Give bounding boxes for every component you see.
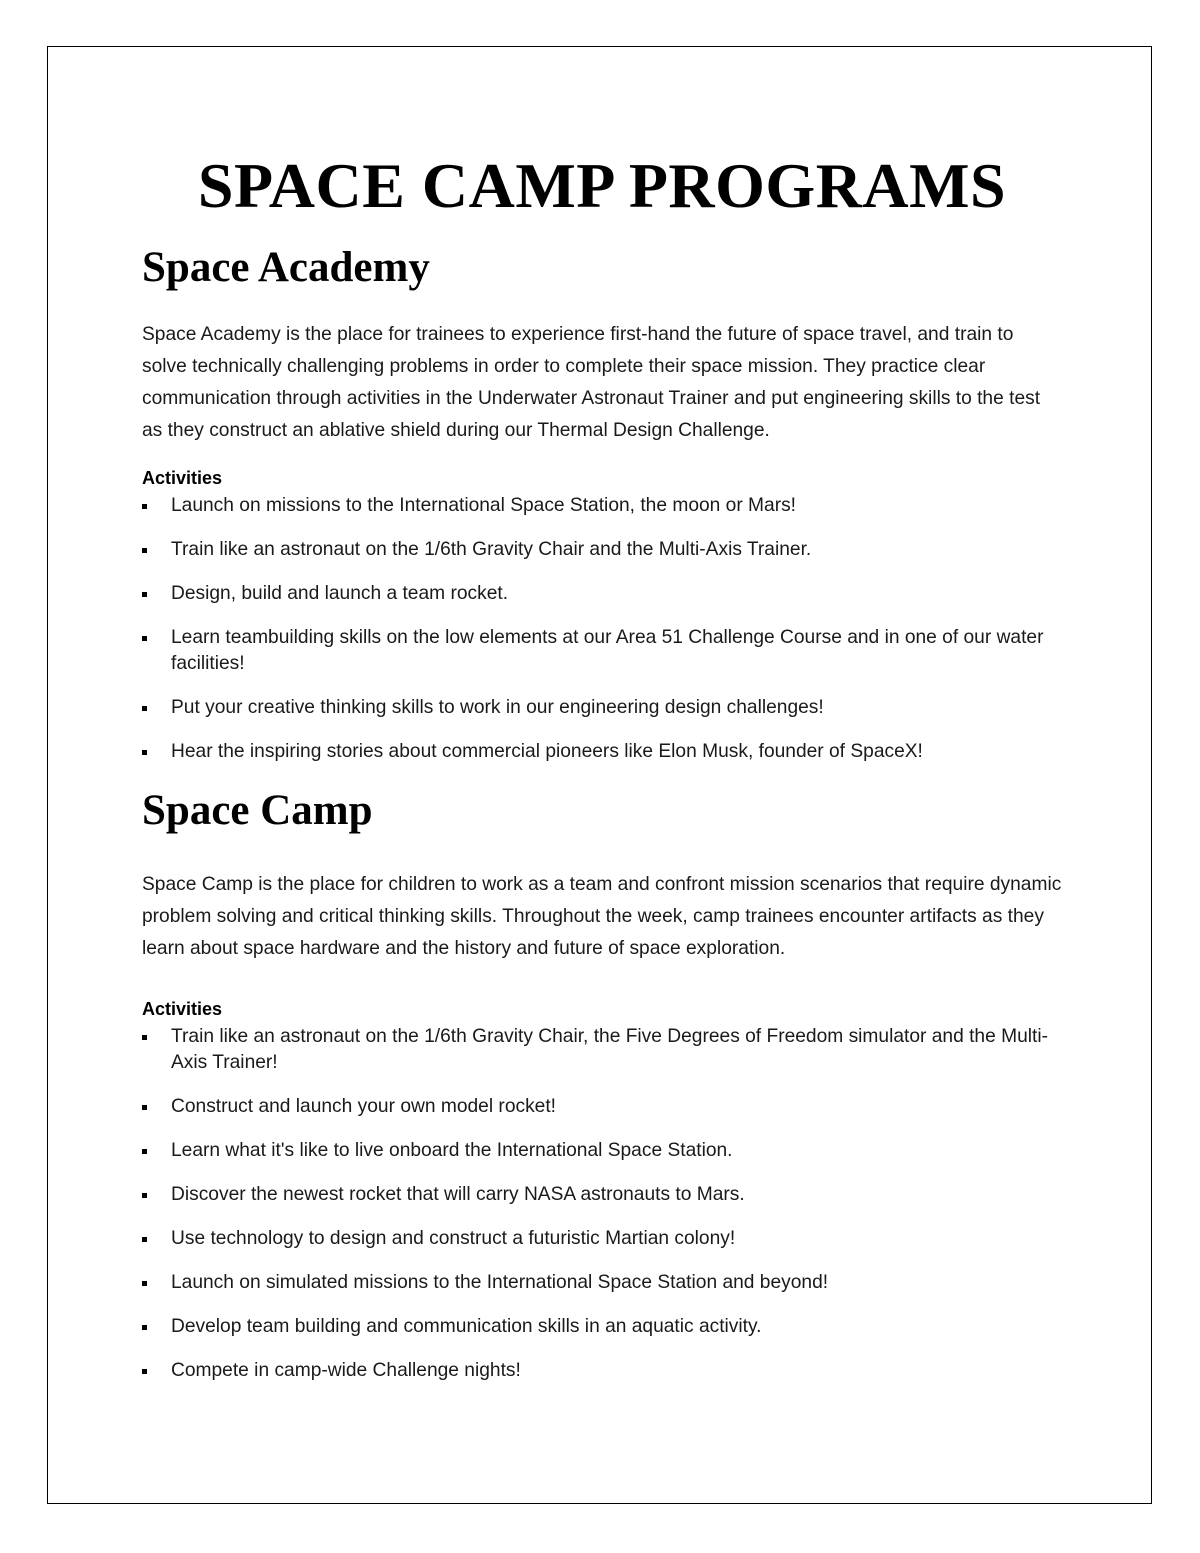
- list-item-text: Compete in camp-wide Challenge nights!: [171, 1360, 521, 1381]
- document-content: [142, 140, 1062, 1384]
- list-item-text: Learn what it's like to live onboard the International Space Station.: [171, 1140, 733, 1161]
- section-heading: Space Camp: [142, 787, 373, 834]
- activity-list: [142, 1024, 1062, 1384]
- activity-list: [142, 493, 1062, 765]
- bullet-icon: [142, 1281, 147, 1286]
- bullet-icon: [142, 1105, 147, 1110]
- list-item: [142, 695, 1062, 721]
- bullet-icon: [142, 504, 147, 509]
- bullet-icon: [142, 1193, 147, 1198]
- list-item: [142, 739, 1062, 765]
- list-item: [142, 1182, 1062, 1208]
- bullet-icon: [142, 1325, 147, 1330]
- list-item: [142, 1358, 1062, 1384]
- list-item-text: Train like an astronaut on the 1/6th Gravity Chair, the Five Degrees of Freedom simulator and the Multi-Axis Trainer!: [171, 1026, 1048, 1073]
- list-item-text: Put your creative thinking skills to work in our engineering design challenges!: [171, 697, 824, 718]
- bullet-icon: [142, 1149, 147, 1154]
- list-item-text: Learn teambuilding skills on the low elements at our Area 51 Challenge Course and in one of our water facilities!: [171, 627, 1044, 674]
- list-item-text: Train like an astronaut on the 1/6th Gravity Chair and the Multi-Axis Trainer.: [171, 539, 812, 560]
- section-heading: Space Academy: [142, 244, 430, 291]
- list-item: [142, 1270, 1062, 1296]
- bullet-icon: [142, 1237, 147, 1242]
- list-item-text: Hear the inspiring stories about commercial pioneers like Elon Musk, founder of SpaceX!: [171, 741, 923, 762]
- section-description: Space Camp is the place for children to work as a team and confront mission scenarios that require dynamic problem solving and critical thinking skills. Throughout the week, camp trainees encounter artifacts as they learn about space hardware and the history and future of space exploration.: [142, 874, 1062, 959]
- activities-label: Activities: [142, 468, 223, 488]
- list-item: [142, 581, 1062, 607]
- bullet-icon: [142, 1369, 147, 1374]
- list-item: [142, 625, 1062, 677]
- list-item-text: Design, build and launch a team rocket.: [171, 583, 509, 604]
- bullet-icon: [142, 750, 147, 755]
- activities-label: Activities: [142, 999, 223, 1019]
- list-item: [142, 1024, 1062, 1076]
- list-item-text: Launch on simulated missions to the International Space Station and beyond!: [171, 1272, 829, 1293]
- list-item-text: Launch on missions to the International Space Station, the moon or Mars!: [171, 495, 797, 516]
- list-item-text: Develop team building and communication skills in an aquatic activity.: [171, 1316, 762, 1337]
- bullet-icon: [142, 548, 147, 553]
- list-item-text: Use technology to design and construct a futuristic Martian colony!: [171, 1228, 736, 1249]
- page-title: SPACE CAMP PROGRAMS: [197, 150, 1007, 221]
- list-item: [142, 537, 1062, 563]
- section-description: Space Academy is the place for trainees to experience first-hand the future of space travel, and train to solve technically challenging problems in order to complete their space mission. They practice clear communication through activities in the Underwater Astronaut Trainer and put engineering skills to the test as they construct an ablative shield during our Thermal Design Challenge.: [142, 324, 1041, 441]
- list-item: [142, 1094, 1062, 1120]
- bullet-icon: [142, 592, 147, 597]
- section-space-camp: [142, 789, 1062, 1384]
- list-item-text: Discover the newest rocket that will carry NASA astronauts to Mars.: [171, 1184, 745, 1205]
- list-item-text: Construct and launch your own model rocket!: [171, 1096, 557, 1117]
- list-item: [142, 1226, 1062, 1252]
- list-item: [142, 1138, 1062, 1164]
- bullet-icon: [142, 636, 147, 641]
- list-item: [142, 493, 1062, 519]
- bullet-icon: [142, 706, 147, 711]
- list-item: [142, 1314, 1062, 1340]
- section-space-academy: [142, 246, 1062, 765]
- bullet-icon: [142, 1035, 147, 1040]
